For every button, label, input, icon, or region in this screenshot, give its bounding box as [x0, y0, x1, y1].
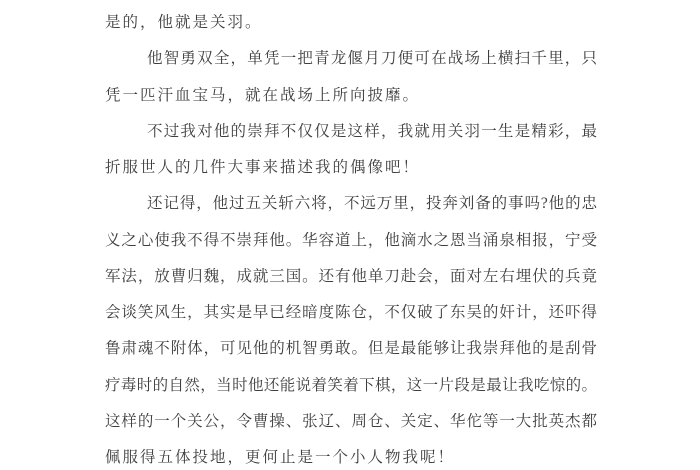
text-line: 凭一匹汗血宝马，就在战场上所向披靡。 — [105, 86, 421, 104]
essay-text-block — [105, 5, 597, 470]
text-line: 鲁肃魂不附体，可见他的机智勇敢。但是最能够让我崇拜他的是刮骨 — [105, 340, 597, 358]
text-line: 不过我对他的崇拜不仅仅是这样，我就用关羽一生是精彩，最 — [147, 122, 597, 140]
text-line: 佩服得五体投地，更何止是一个小人物我呢！ — [105, 449, 456, 466]
text-line: 还记得，他过五关斩六将，不远万里，投奔刘备的事吗?他的忠 — [147, 195, 597, 213]
text-line: 军法，放曹归魏，成就三国。还有他单刀赴会，面对左右埋伏的兵竟 — [105, 267, 597, 285]
text-line: 是的，他就是关羽。 — [105, 14, 263, 31]
text-line: 折服世人的几件大事来描述我的偶像吧！ — [105, 159, 421, 176]
text-line: 会谈笑风生，其实是早已经暗度陈仓，不仅破了东吴的奸计，还吓得 — [105, 304, 597, 321]
text-line: 他智勇双全，单凭一把青龙偃月刀便可在战场上横扫千里，只 — [147, 50, 597, 68]
text-line: 义之心使我不得不崇拜他。华容道上，他滴水之恩当涌泉相报，宁受 — [105, 231, 597, 249]
text-line: 这样的一个关公，令曹操、张辽、周仓、关定、华佗等一大批英杰都 — [105, 412, 597, 430]
text-line: 疗毒时的自然，当时他还能说着笑着下棋，这一片段是最让我吃惊的。 — [105, 376, 597, 394]
